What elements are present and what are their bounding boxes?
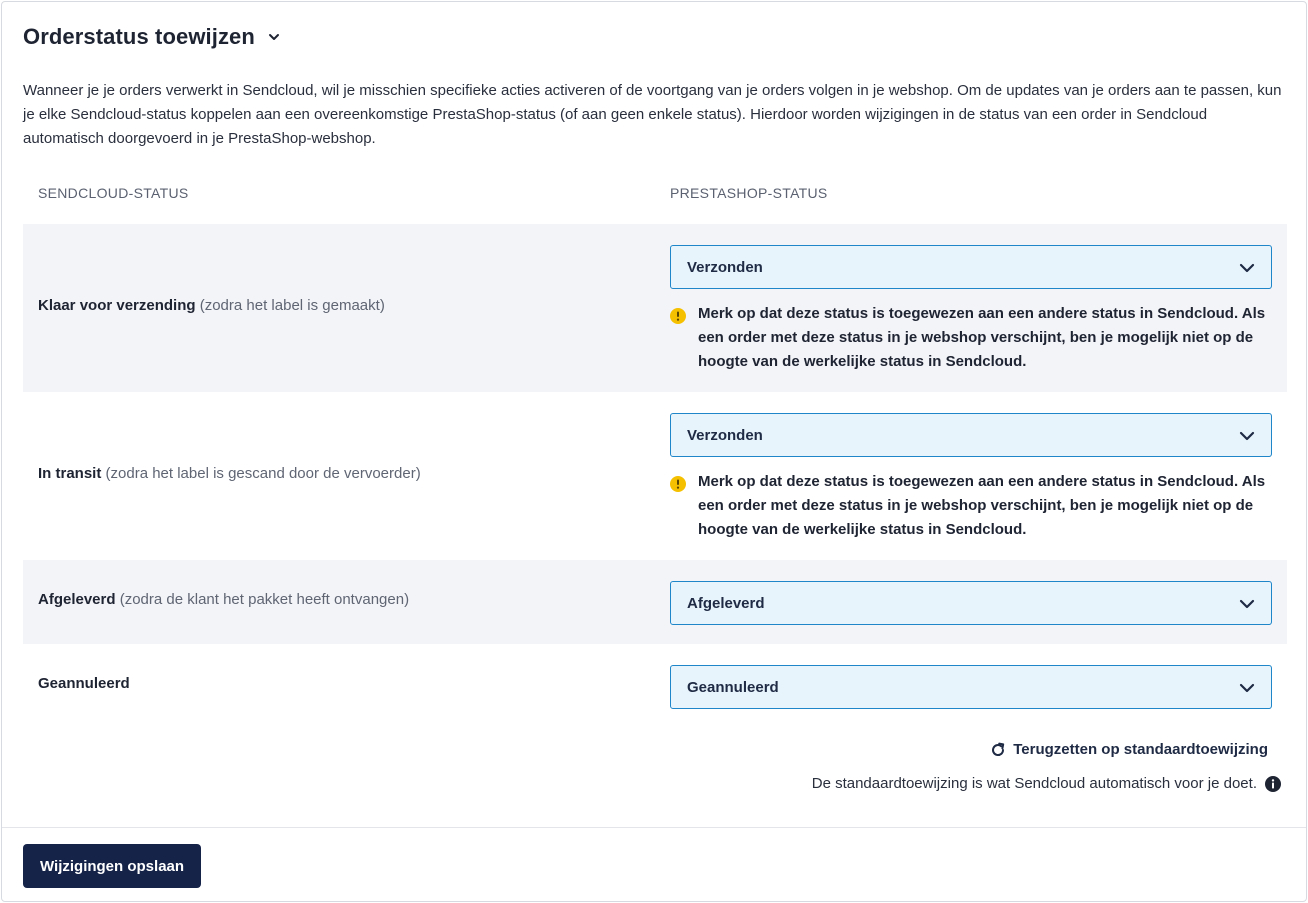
select-value: Geannuleerd	[687, 678, 779, 696]
status-row-in-transit	[23, 392, 1287, 560]
save-changes-button[interactable]: Wijzigingen opslaan	[23, 844, 201, 888]
reset-default-mapping-link[interactable]	[990, 741, 1268, 758]
info-icon[interactable]	[1265, 776, 1281, 792]
warning-icon	[670, 308, 686, 324]
chevron-down-icon	[1239, 596, 1255, 612]
status-name: Klaar voor verzending	[38, 297, 196, 314]
section-intro: Wanneer je je orders verwerkt in Sendcloud, wil je misschien specifieke acties activeren of de voortgang van je orders volgen in je webshop. Om de updates van je orders aan te passen, kun je elke Sendcloud-status koppelen aan een overeenkomstige PrestaShop-status (of aan geen enkele status). Hierdoor worden wijzigingen in de status van een order in Sendcloud automatisch doorgevoerd in je PrestaShop-webshop.	[23, 82, 1282, 147]
section-title: Orderstatus toewijzen	[23, 24, 255, 49]
section-header[interactable]	[23, 22, 281, 52]
refresh-icon	[990, 742, 1006, 758]
status-label	[38, 465, 421, 482]
status-name: Geannuleerd	[38, 675, 130, 692]
default-mapping-hint	[812, 775, 1281, 792]
select-value: Verzonden	[687, 426, 763, 444]
select-value: Verzonden	[687, 258, 763, 276]
chevron-down-icon	[1239, 260, 1255, 276]
status-warning	[670, 302, 1272, 374]
column-header-prestashop: PRESTASHOP-STATUS	[670, 185, 828, 201]
status-detail: (zodra het label is gemaakt)	[199, 297, 385, 314]
prestashop-status-select[interactable]	[670, 413, 1272, 457]
status-row-delivered	[23, 560, 1287, 644]
status-label	[38, 591, 409, 608]
column-header-sendcloud: SENDCLOUD-STATUS	[38, 185, 189, 201]
prestashop-status-select[interactable]	[670, 665, 1272, 709]
status-label	[38, 675, 130, 692]
warning-icon	[670, 476, 686, 492]
footer-divider	[2, 827, 1306, 828]
reset-link-label: Terugzetten op standaardtoewijzing	[1013, 741, 1268, 758]
chevron-down-icon[interactable]	[267, 30, 281, 44]
order-status-card	[1, 1, 1307, 902]
status-detail: (zodra de klant het pakket heeft ontvangen)	[119, 591, 410, 608]
warning-text: Merk op dat deze status is toegewezen aan een andere status in Sendcloud. Als een order met deze status in je webshop verschijnt, ben je mogelijk niet op de hoogte van de werkelijke status in Sendcloud.	[698, 305, 1266, 370]
chevron-down-icon	[1239, 680, 1255, 696]
status-name: In transit	[38, 465, 102, 482]
status-detail: (zodra het label is gescand door de vervoerder)	[105, 465, 421, 482]
status-label	[38, 297, 385, 314]
status-row-ready-to-ship	[23, 224, 1287, 392]
hint-text: De standaardtoewijzing is wat Sendcloud automatisch voor je doet.	[811, 775, 1257, 792]
status-name: Afgeleverd	[38, 591, 116, 608]
status-row-cancelled	[23, 644, 1287, 728]
prestashop-status-select[interactable]	[670, 245, 1272, 289]
warning-text: Merk op dat deze status is toegewezen aan een andere status in Sendcloud. Als een order met deze status in je webshop verschijnt, ben je mogelijk niet op de hoogte van de werkelijke status in Sendcloud.	[698, 473, 1266, 538]
chevron-down-icon	[1239, 428, 1255, 444]
status-warning	[670, 470, 1272, 542]
prestashop-status-select[interactable]	[670, 581, 1272, 625]
select-value: Afgeleverd	[687, 594, 765, 612]
